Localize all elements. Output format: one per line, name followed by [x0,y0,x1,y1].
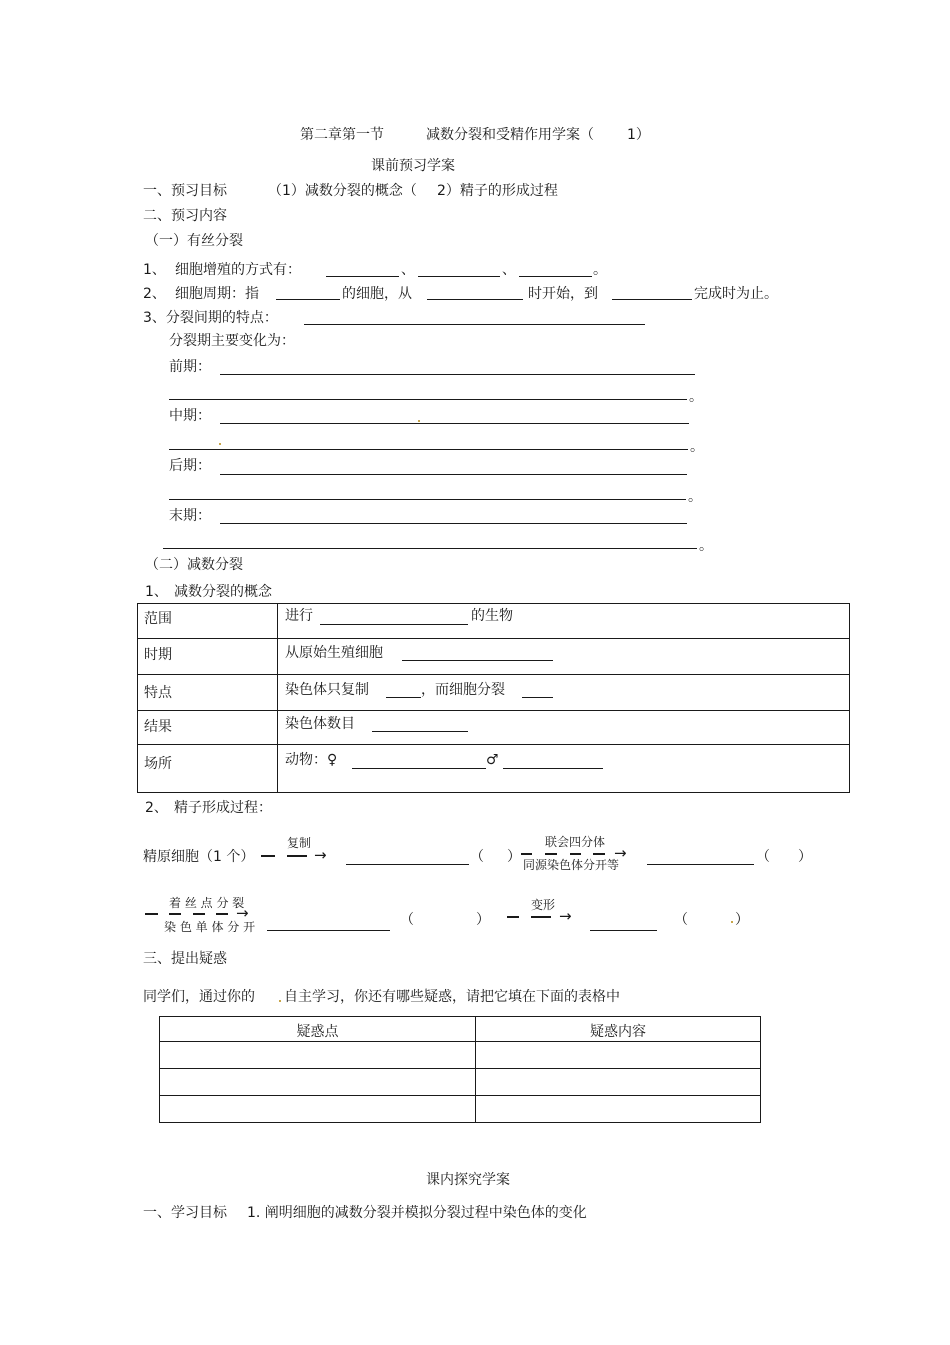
q1-number: 1、 [143,262,166,278]
row-label-result: 结果 [144,719,172,735]
flow-paren-left: （ [470,849,484,865]
blank-feature-copy[interactable] [386,697,421,698]
table-cell [138,604,278,639]
page-subtitle: 课前预习学案 [371,158,455,174]
feature-text-a: 染色体只复制 [285,682,369,698]
flow-step4-label: 变形 [531,898,556,912]
meiosis-title: （二）减数分裂 [145,557,243,573]
flow-paren-left: （ [756,849,770,865]
table-row [160,1096,761,1123]
flow-dash [261,855,275,857]
q1-separator-1: 、 [401,262,415,278]
flow-step3-bottom: 染 色 单 体 分 开 [164,920,256,934]
flow-dash [570,853,581,855]
blank-prophase-1[interactable] [220,374,695,375]
goal-item-1: （1）减数分裂的概念（ [268,183,417,199]
table-cell [278,675,850,711]
blank-division-mode-3[interactable] [519,276,592,277]
table-row [138,675,850,711]
table-cell[interactable] [476,1042,761,1069]
flow-dash [193,913,205,915]
inclass-title: 课内探究学案 [426,1172,510,1188]
table-row [138,711,850,745]
inclass-goal-label: 一、学习目标 [143,1205,227,1221]
header-doubt-content-label: 疑惑内容 [590,1024,646,1040]
table-row [160,1069,761,1096]
blank-division-mode-2[interactable] [418,276,500,277]
meiosis-q2-text: 精子形成过程： [174,800,272,816]
header-doubt-content [476,1017,761,1042]
table-cell [138,711,278,745]
meiosis-concept-table [137,603,850,793]
questions-intro-a: 同学们，通过你的 [143,989,255,1005]
location-text-b: ♂ [486,752,499,768]
questions-table [159,1016,761,1123]
blank-result[interactable] [372,731,468,732]
flow-dash [507,916,519,918]
table-row [138,745,850,793]
flow-dash [521,853,532,855]
q3-text: 3、分裂间期的特点： [143,310,278,326]
table-cell[interactable] [160,1042,476,1069]
flow-paren-left: （ [674,912,688,928]
row-label-scope: 范围 [144,611,172,627]
scope-text-a: 进行 [285,608,313,624]
title-part-b: 减数分裂和受精作用学案（ [426,127,594,143]
row-label-feature: 特点 [144,685,172,701]
blank-cycle-cell[interactable] [276,299,340,300]
q2-text-a: 细胞周期：指 [175,286,259,302]
table-cell[interactable] [476,1096,761,1123]
scope-text-b: 的生物 [471,608,513,624]
location-text-a: 动物：♀ [285,752,338,768]
table-cell [278,745,850,793]
flow-paren-right: ） [798,849,812,865]
blank-cycle-start[interactable] [427,299,523,300]
header-doubt-point [160,1017,476,1042]
meiosis-q1-text: 减数分裂的概念 [174,584,272,600]
blank-prophase-2[interactable] [169,399,687,400]
flow-paren-right: ） [476,912,490,928]
table-cell[interactable] [160,1069,476,1096]
blank-metaphase-1[interactable] [220,423,689,424]
title-part-a: 第二章第一节 [300,127,384,143]
inclass-goal-text: 1. 阐明细胞的减数分裂并模拟分裂过程中染色体的变化 [247,1205,587,1221]
metaphase-period: 。 [690,439,704,455]
goals-label: 一、预习目标 [143,183,227,199]
flow-dash [287,855,307,857]
mitosis-title: （一）有丝分裂 [145,233,243,249]
q2-text-d: 完成时为止。 [694,286,778,302]
result-text: 染色体数目 [285,716,355,732]
blank-flow-2[interactable] [647,864,754,865]
goal-item-2: 2）精子的形成过程 [437,183,558,199]
meiosis-q1-number: 1、 [145,584,168,600]
q1-text: 细胞增殖的方式有： [175,262,301,278]
blank-feature-divide[interactable] [522,697,553,698]
table-cell[interactable] [160,1096,476,1123]
q1-period: 。 [593,262,607,278]
flow-start: 精原细胞（1 个） [143,849,255,865]
arrow-right-icon: → [236,904,249,922]
table-cell [278,639,850,675]
q2-number: 2、 [143,286,166,302]
blank-flow-1[interactable] [346,864,469,865]
table-cell[interactable] [476,1069,761,1096]
q2-text-c: 时开始，到 [528,286,598,302]
q2-text-b: 的细胞，从 [342,286,412,302]
blank-anaphase-2[interactable] [169,499,686,500]
flow-dash [145,913,158,915]
telophase-label: 末期： [169,508,211,524]
blank-flow-4[interactable] [590,930,657,931]
speck [731,921,733,923]
title-number: 1） [627,127,650,143]
flow-step3-top: 着 丝 点 分 裂 [169,896,245,910]
header-doubt-point-label: 疑惑点 [296,1024,339,1040]
blank-location-female[interactable] [352,768,486,769]
flow-paren-left: （ [400,912,414,928]
flow-dash [216,913,228,915]
metaphase-label: 中期： [169,408,211,424]
questions-intro-b: 自主学习，你还有哪些疑惑，请把它填在下面的表格中 [284,989,620,1005]
period-text: 从原始生殖细胞 [285,645,383,661]
table-row [160,1042,761,1069]
blank-period[interactable] [402,660,553,661]
flow-paren-right: ） [735,912,749,928]
table-cell [138,675,278,711]
anaphase-period: 。 [688,489,702,505]
speck [418,420,420,422]
arrow-right-icon: → [614,844,627,862]
flow-dash [593,853,605,855]
table-cell [138,745,278,793]
blank-cycle-end[interactable] [612,299,692,300]
table-cell [278,711,850,745]
arrow-right-icon: → [314,846,327,864]
telophase-period: 。 [699,538,713,554]
row-label-location: 场所 [144,756,172,772]
table-cell [138,639,278,675]
questions-label: 三、提出疑惑 [143,951,227,967]
feature-text-b: ，而细胞分裂 [421,682,505,698]
flow-paren-right: ） [507,849,521,865]
speck [279,1000,281,1002]
prophase-label: 前期： [169,359,211,375]
q1-separator-2: 、 [502,262,516,278]
blank-division-mode-1[interactable] [326,276,399,277]
prophase-period: 。 [689,389,703,405]
blank-scope[interactable] [320,624,468,625]
table-cell [278,604,850,639]
arrow-right-icon: → [559,907,572,925]
blank-metaphase-2[interactable] [169,449,688,450]
blank-location-male[interactable] [503,768,603,769]
speck [219,443,221,445]
table-row [160,1017,761,1042]
flow-dash [531,916,551,918]
blank-anaphase-1[interactable] [220,474,687,475]
table-row [138,604,850,639]
blank-telophase-2[interactable] [163,548,697,549]
blank-flow-3[interactable] [267,930,390,931]
flow-step1-label: 复制 [287,836,312,850]
blank-telophase-1[interactable] [220,523,687,524]
anaphase-label: 后期： [169,458,211,474]
table-row [138,639,850,675]
division-phase-title: 分裂期主要变化为： [169,333,295,349]
content-label: 二、预习内容 [143,208,227,224]
row-label-period: 时期 [144,647,172,663]
flow-step2-top: 联会四分体 [545,835,606,849]
flow-step2-bottom: 同源染色体分开等 [523,858,620,872]
flow-dash [169,913,181,915]
blank-interphase[interactable] [304,324,645,325]
meiosis-q2-number: 2、 [145,800,168,816]
flow-dash [545,853,557,855]
